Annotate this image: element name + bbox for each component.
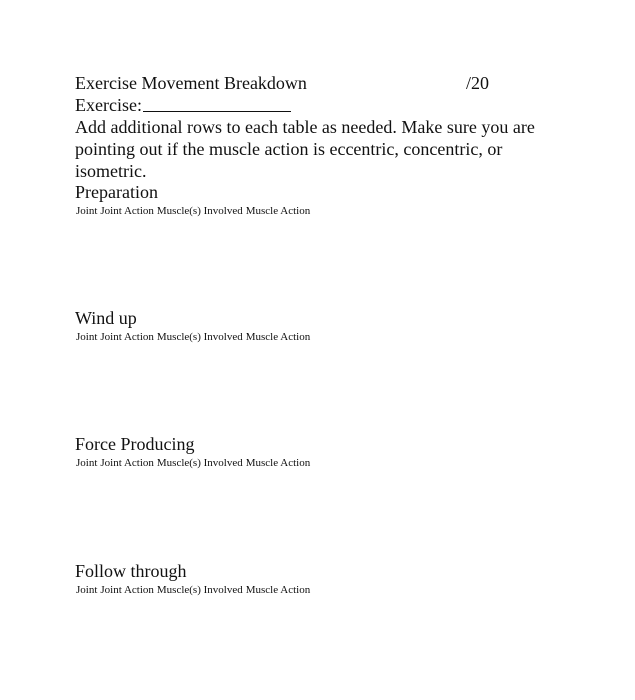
column-header-muscle-action: Muscle Action (245, 457, 311, 469)
column-header-joint-action: Joint Action (100, 584, 154, 596)
column-header-muscles-involved: Muscle(s) Involved (156, 457, 243, 469)
instructions-text: Add additional rows to each table as needed. Make sure you are pointing out if the muscle action is eccentric, concentric, or isometric. (75, 117, 535, 181)
column-header-joint-action: Joint Action (100, 331, 154, 343)
column-header-muscle-action: Muscle Action (245, 584, 311, 596)
exercise-blank-line[interactable] (143, 94, 291, 112)
column-header-joint: Joint (76, 205, 98, 217)
column-header-muscles-involved: Muscle(s) Involved (156, 205, 243, 217)
exercise-label: Exercise: (75, 95, 142, 115)
exercise-field (75, 94, 291, 116)
section-heading-wind-up: Wind up (75, 308, 137, 328)
page-title: Exercise Movement Breakdown (75, 73, 307, 93)
column-header-muscle-action: Muscle Action (245, 331, 311, 343)
section-heading-follow-through: Follow through (75, 561, 187, 581)
column-header-joint: Joint (76, 457, 98, 469)
column-header-joint: Joint (76, 584, 98, 596)
column-header-muscle-action: Muscle Action (245, 205, 311, 217)
table-header-row (76, 456, 313, 470)
table-header-row (76, 204, 313, 218)
section-heading-preparation: Preparation (75, 182, 158, 202)
column-header-muscles-involved: Muscle(s) Involved (156, 331, 243, 343)
table-header-row (76, 583, 313, 597)
column-header-joint: Joint (76, 331, 98, 343)
section-heading-force-producing: Force Producing (75, 434, 195, 454)
column-header-muscles-involved: Muscle(s) Involved (156, 584, 243, 596)
column-header-joint-action: Joint Action (100, 457, 154, 469)
score-total: /20 (466, 73, 490, 93)
table-header-row (76, 330, 313, 344)
column-header-joint-action: Joint Action (100, 205, 154, 217)
